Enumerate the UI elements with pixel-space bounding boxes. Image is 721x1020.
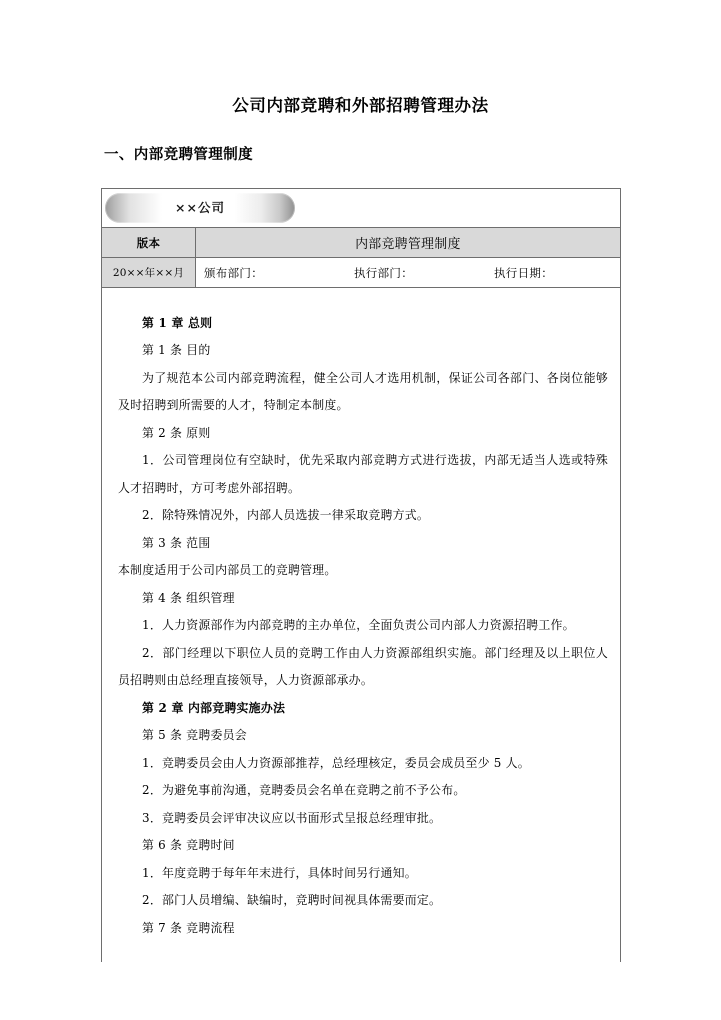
section-heading: 一、内部竞聘管理制度: [104, 146, 253, 163]
article-heading: 第 7 条 竞聘流程: [142, 920, 235, 935]
body-paragraph: 本制度适用于公司内部员工的竞聘管理。: [118, 563, 337, 578]
page-title: 公司内部竞聘和外部招聘管理办法: [232, 96, 489, 115]
table-row-meta: [102, 258, 621, 288]
effective-date-label: 执行日期：: [494, 265, 553, 280]
document-body-cell: [102, 288, 621, 963]
article-heading: 第 3 条 范围: [142, 535, 211, 550]
body-paragraph: 2．部门经理以下职位人员的竞聘工作由人力资源部组织实施。部门经理及以上职位人员招聘则由总经理直接领导，人力资源部承办。: [118, 645, 608, 688]
article-heading: 第 4 条 组织管理: [142, 590, 235, 605]
body-paragraph: 2．为避免事前沟通，竞聘委员会名单在竞聘之前不予公布。: [142, 783, 466, 798]
article-heading: 第 1 条 目的: [142, 343, 211, 358]
body-paragraph: 3．竞聘委员会评审决议应以书面形式呈报总经理审批。: [142, 810, 442, 825]
table-row-title: [102, 228, 621, 258]
body-paragraph: 2．部门人员增编、缺编时，竞聘时间视具体需要而定。: [142, 893, 442, 908]
body-paragraph: 1．公司管理岗位有空缺时，优先采取内部竞聘方式进行选拔，内部无适当人选或特殊人才招聘时，方可考虑外部招聘。: [118, 453, 608, 495]
chapter-heading: 第 1 章 总则: [142, 315, 213, 330]
article-heading: 第 6 条 竞聘时间: [142, 838, 235, 853]
company-logo-badge: ××公司: [105, 193, 295, 223]
body-paragraph: 为了规范本公司内部竞聘流程，健全公司人才选用机制，保证公司各部门、各岗位能够及时招聘到所需要的人才，特制定本制度。: [118, 370, 608, 413]
company-logo-cell: [102, 189, 621, 228]
executing-department-label: 执行部门：: [354, 265, 413, 280]
document-title-cell: 内部竞聘管理制度: [196, 228, 621, 258]
chapter-heading: 第 2 章 内部竞聘实施办法: [142, 700, 286, 715]
version-value-cell: 20××年××月: [102, 258, 196, 288]
issuing-department-label: 颁布部门：: [204, 265, 263, 280]
article-heading: 第 5 条 竞聘委员会: [142, 728, 247, 743]
policy-document-table: [101, 188, 621, 962]
body-paragraph: 1．年度竞聘于每年年末进行，具体时间另行通知。: [142, 865, 417, 880]
table-row-body: [102, 288, 621, 963]
article-heading: 第 2 条 原则: [142, 425, 211, 440]
document-meta-cell: [196, 258, 621, 288]
body-paragraph: 2．除特殊情况外，内部人员选拔一律采取竞聘方式。: [142, 508, 430, 523]
meta-row: [196, 258, 620, 287]
body-paragraph: 1．人力资源部作为内部竞聘的主办单位，全面负责公司内部人力资源招聘工作。: [142, 618, 575, 633]
body-paragraph: 1．竞聘委员会由人力资源部推荐，总经理核定，委员会成员至少 5 人。: [142, 755, 530, 770]
version-label-cell: 版本: [102, 228, 196, 258]
table-row-logo: [102, 189, 621, 228]
